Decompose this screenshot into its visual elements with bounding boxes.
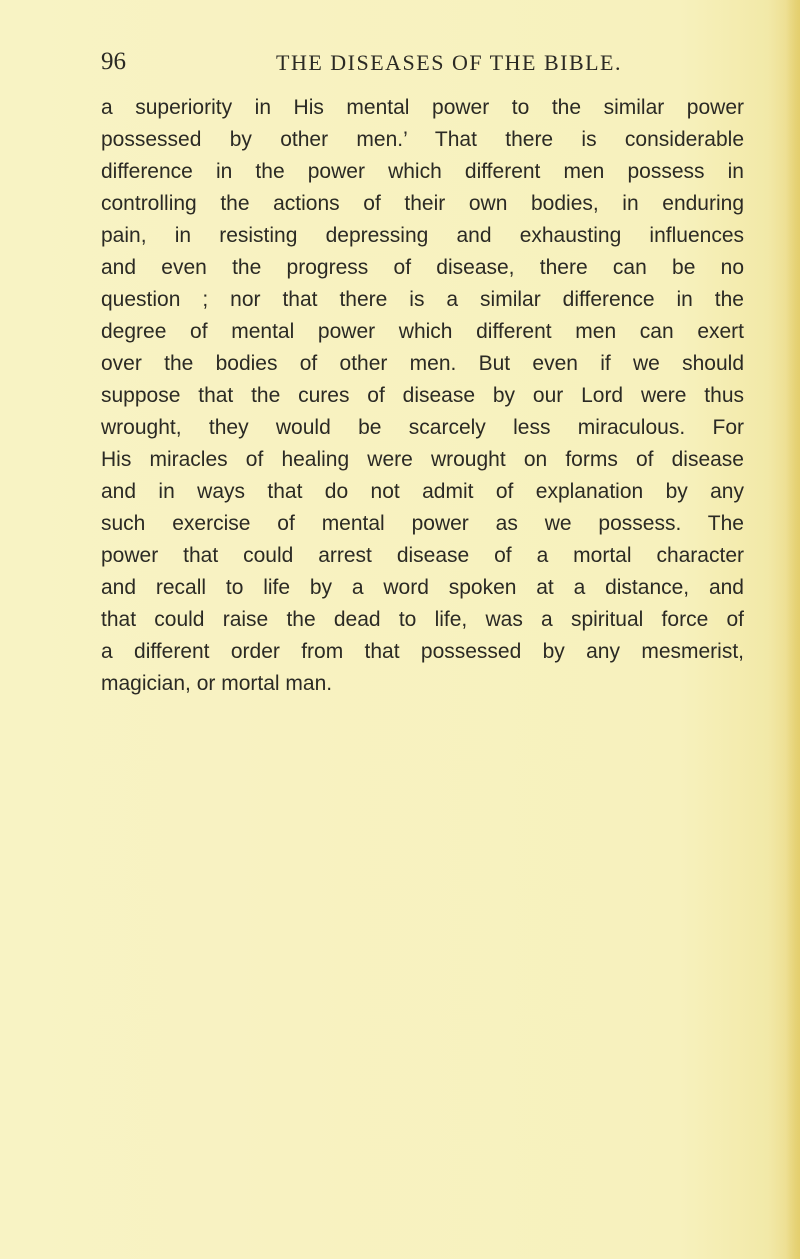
text-line: degree of mental power which different men can exert	[101, 320, 744, 343]
text-line-last: magician, or mortal man.	[101, 672, 333, 695]
text-line: that could raise the dead to life, was a spiritual force of	[101, 608, 744, 631]
text-line: power that could arrest disease of a mortal character	[101, 544, 744, 567]
text-line: and in ways that do not admit of explanation by any	[101, 480, 744, 503]
text-line: controlling the actions of their own bodies, in enduring	[101, 192, 744, 215]
text-line: a superiority in His mental power to the similar power	[101, 96, 744, 119]
text-line: pain, in resisting depressing and exhausting influences	[101, 224, 744, 247]
text-line: and even the progress of disease, there can be no	[101, 256, 744, 279]
text-line: question ; nor that there is a similar difference in the	[101, 288, 744, 311]
text-line: and recall to life by a word spoken at a distance, and	[101, 576, 744, 599]
text-line: possessed by other men.’ That there is considerable	[101, 128, 744, 151]
page-number: 96	[101, 48, 126, 75]
text-line: difference in the power which different men possess in	[101, 160, 744, 183]
text-line: a different order from that possessed by any mesmerist,	[101, 640, 744, 663]
page-header	[101, 48, 741, 78]
text-line: over the bodies of other men. But even if we should	[101, 352, 744, 375]
text-line: suppose that the cures of disease by our Lord were thus	[101, 384, 744, 407]
text-line: wrought, they would be scarcely less miraculous. For	[101, 416, 744, 439]
page-edge-shading	[786, 0, 800, 1259]
running-head: THE DISEASES OF THE BIBLE.	[276, 50, 622, 75]
text-line: His miracles of healing were wrought on forms of disease	[101, 448, 744, 471]
text-line: such exercise of mental power as we possess. The	[101, 512, 744, 535]
body-paragraph	[101, 92, 744, 700]
